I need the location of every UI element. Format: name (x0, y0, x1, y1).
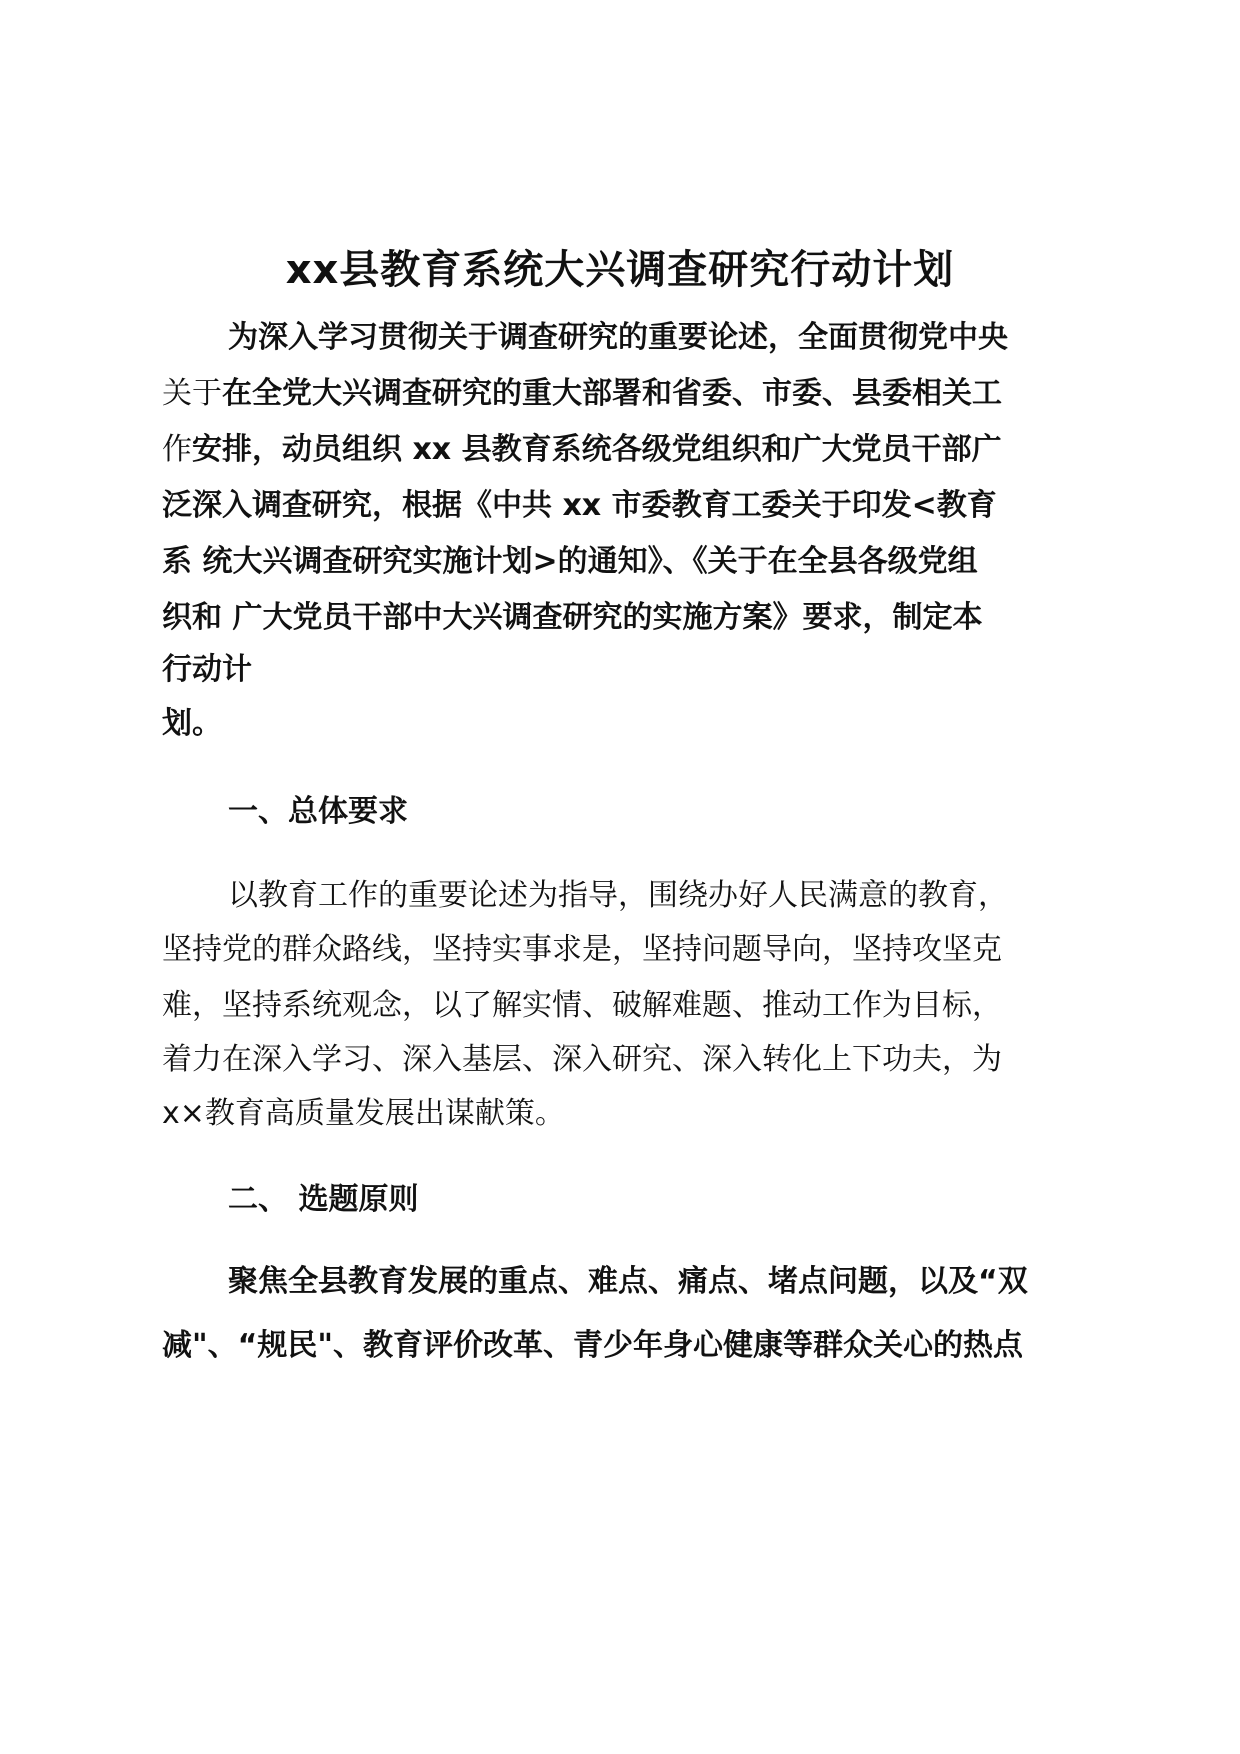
document-title: xx县教育系统大兴调查研究行动计划 (285, 247, 955, 293)
intro-line-6: 织和 广大党员干部中大兴调查研究的实施方案》要求，制定本 (162, 600, 983, 635)
intro-line-8: 划。 (162, 706, 222, 741)
intro-line-3 (162, 430, 1082, 470)
section-1-heading: 一、总体要求 (228, 794, 408, 829)
intro-line-2-rest: 在全党大兴调查研究的重大部署和省委、市委、县委相关工 (222, 376, 1002, 411)
section-2-line-1: 聚焦全县教育发展的重点、难点、痛点、堵点问题，以及“双 (228, 1264, 1028, 1299)
intro-line-7: 行动计 (162, 652, 252, 687)
section-1-line-4: 着力在深入学习、深入基层、深入研究、深入转化上下功夫，为 (162, 1042, 1002, 1077)
intro-line-1: 为深入学习贯彻关于调查研究的重要论述，全面贯彻党中央 (228, 320, 1008, 355)
section-1-line-5: x×教育高质量发展出谋献策。 (162, 1096, 565, 1131)
section-2-line-2: 减"、“规民"、教育评价改革、青少年身心健康等群众关心的热点 (162, 1328, 1023, 1363)
section-1-line-3: 难，坚持系统观念，以了解实情、破解难题、推动工作为目标， (162, 988, 1002, 1023)
intro-line-3-rest: 安排，动员组织 xx 县教育系统各级党组织和广大党员干部广 (192, 432, 1002, 467)
intro-line-5: 系 统大兴调查研究实施计划>的通知》、《关于在全县各级党组 (162, 544, 978, 579)
section-1-line-1: 以教育工作的重要论述为指导，围绕办好人民满意的教育， (228, 878, 1008, 913)
section-1-line-2: 坚持党的群众路线，坚持实事求是，坚持问题导向，坚持攻坚克 (162, 932, 1002, 967)
intro-line-2-lead: 关于 (162, 376, 222, 411)
intro-line-3-lead: 作 (162, 432, 192, 467)
intro-line-4: 泛深入调查研究，根据《中共 xx 市委教育工委关于印发<教育 (162, 488, 997, 523)
intro-line-2 (162, 374, 1082, 414)
section-2-heading: 二、 选题原则 (228, 1182, 419, 1217)
